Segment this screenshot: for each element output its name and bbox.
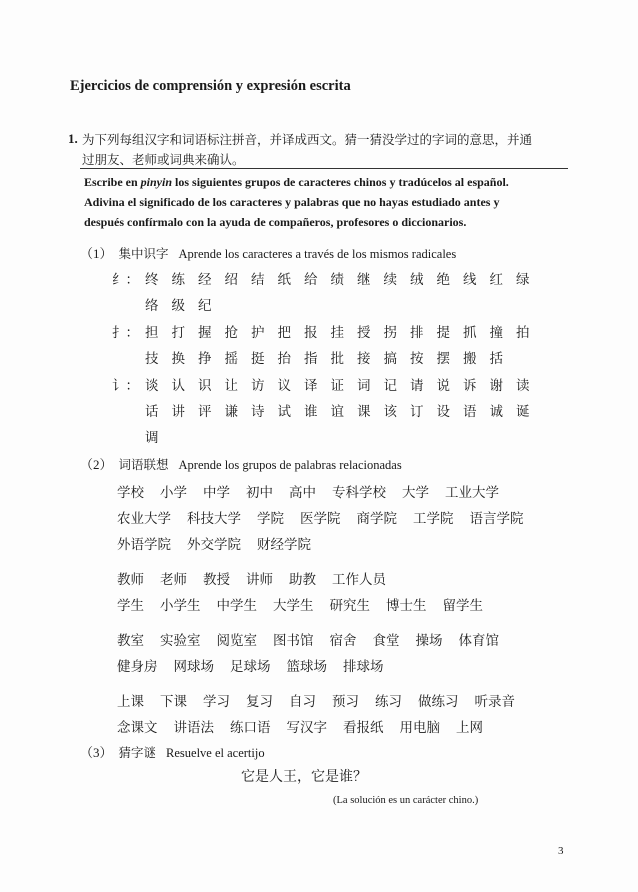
character-row [145,374,543,394]
word-line [117,655,400,675]
vocabulary-word: 阅览室 [216,633,257,649]
character: 评 [198,404,212,420]
character: 抬 [277,351,291,367]
vocabulary-word: 教授 [203,572,230,588]
character: 讲 [171,404,185,420]
riddle-note: (La solución es un carácter chino.) [333,795,479,806]
vocabulary-word: 学院 [257,511,284,527]
character: 结 [251,272,265,288]
vocabulary-word: 小学 [160,485,187,501]
character: 换 [171,351,185,367]
vocabulary-word: 工作人员 [332,572,386,588]
character: 搬 [463,351,477,367]
vocabulary-word: 食堂 [372,633,400,649]
vocabulary-word: 排球场 [343,659,384,675]
character: 请 [410,378,424,394]
word-line [117,507,540,527]
character: 认 [171,378,185,394]
riddle-text: 它是人王，它是谁？ [241,769,367,785]
vocabulary-word: 练习 [375,694,402,710]
character: 续 [383,272,397,288]
character: 把 [277,325,291,341]
vocabulary-word: 学生 [117,598,144,614]
exercise-instruction-cn-line1: 为下列每组汉字和词语标注拼音，并译成西文。猜一猜没学过的字词的意思，并通 [82,132,533,147]
vocabulary-word: 上网 [456,720,483,736]
vocabulary-word: 宿舍 [329,633,357,649]
character: 词 [357,378,371,394]
vocabulary-word: 博士生 [386,598,427,614]
character: 识 [198,378,212,394]
character: 撞 [489,325,503,341]
vocabulary-word: 中学生 [216,598,257,614]
character: 挣 [198,351,212,367]
section3-heading: （3） 猜字谜 Resuelve el acertijo [80,745,265,760]
vocabulary-word: 商学院 [356,511,397,527]
vocabulary-word: 讲师 [246,572,273,588]
vocabulary-word: 念课文 [117,720,158,736]
vocabulary-word: 留学生 [442,598,483,614]
character: 拍 [516,325,530,341]
vocabulary-word: 足球场 [230,659,271,675]
character: 译 [304,378,318,394]
character: 经 [198,272,212,288]
vocabulary-word: 小学生 [160,598,201,614]
character: 级 [171,298,185,314]
character-row [145,321,543,341]
vocabulary-word: 做练习 [418,694,459,710]
character: 语 [463,404,477,420]
character: 抓 [463,325,477,341]
character: 授 [357,325,371,341]
character: 给 [304,272,318,288]
vocabulary-word: 大学 [402,485,429,501]
character-row [145,268,543,288]
character: 让 [224,378,238,394]
character: 访 [251,378,265,394]
vocabulary-word: 复习 [246,694,273,710]
character: 抢 [224,325,238,341]
exercise-instruction-es-line3: después confírmalo con la ayuda de compañeros, profesores o diccionarios. [84,215,467,229]
vocabulary-word: 学习 [203,694,230,710]
character-row [145,294,225,314]
character: 记 [383,378,397,394]
character: 纸 [277,272,291,288]
vocabulary-word: 教师 [117,572,144,588]
character: 订 [410,404,424,420]
vocabulary-word: 工学院 [413,511,454,527]
vocabulary-word: 中学 [203,485,230,501]
word-line [117,481,515,501]
exercise-instruction-es-line1: Escribe en pinyin los siguientes grupos de caracteres chinos y tradúcelos al español. [84,175,509,189]
vocabulary-word: 大学生 [273,598,314,614]
character: 练 [171,272,185,288]
vocabulary-word: 图书馆 [273,633,314,649]
word-line [117,690,531,710]
vocabulary-word: 专科学校 [332,485,386,501]
exercise-instruction-cn-line2: 过朋友、老师或词典来确认。 [82,152,245,167]
exercise-number: 1. [68,131,78,146]
exercise-instruction-es-line2: Adivina el significado de los caracteres y palabras que no hayas estudiado antes y [84,195,500,209]
character: 挺 [251,351,265,367]
vocabulary-word: 初中 [246,485,273,501]
vocabulary-word: 体育馆 [458,633,499,649]
character: 绝 [436,272,450,288]
vocabulary-word: 下课 [160,694,187,710]
vocabulary-word: 讲语法 [173,720,214,736]
character: 终 [145,272,159,288]
vocabulary-word: 教室 [117,633,144,649]
character: 绒 [410,272,424,288]
character: 读 [516,378,530,394]
word-line [117,716,499,736]
vocabulary-word: 科技大学 [187,511,241,527]
page-number: 3 [558,845,564,857]
character: 报 [304,325,318,341]
character: 说 [436,378,450,394]
character: 担 [145,325,159,341]
vocabulary-word: 财经学院 [257,537,311,553]
character: 谈 [145,378,159,394]
character: 诞 [516,404,530,420]
character: 话 [145,404,159,420]
vocabulary-word: 研究生 [329,598,370,614]
character: 摇 [224,351,238,367]
vocabulary-word: 老师 [160,572,187,588]
page-title: Ejercicios de comprensión y expresión escrita [70,78,351,94]
vocabulary-word: 练口语 [230,720,271,736]
character: 证 [330,378,344,394]
vocabulary-word: 健身房 [117,659,158,675]
character: 拐 [383,325,397,341]
character: 设 [436,404,450,420]
character: 议 [277,378,291,394]
character: 摆 [436,351,450,367]
character-row [145,426,172,446]
character: 谢 [489,378,503,394]
character: 技 [145,351,159,367]
vocabulary-word: 操场 [415,633,443,649]
vocabulary-word: 实验室 [160,633,201,649]
character: 护 [251,325,265,341]
word-line [117,533,327,553]
character: 线 [463,272,477,288]
character: 谦 [224,404,238,420]
vocabulary-word: 听录音 [474,694,515,710]
word-line [117,594,499,614]
character: 绩 [330,272,344,288]
character-row [145,347,516,367]
character: 谊 [330,404,344,420]
divider-rule [80,168,568,169]
radical-label-shou: 扌： [112,325,139,341]
character: 绍 [224,272,238,288]
character: 握 [198,325,212,341]
character: 谁 [304,404,318,420]
character: 括 [489,351,503,367]
vocabulary-word: 外语学院 [117,537,171,553]
character: 绿 [516,272,530,288]
vocabulary-word: 高中 [289,485,316,501]
vocabulary-word: 看报纸 [343,720,384,736]
character-row [145,400,543,420]
vocabulary-word: 篮球场 [286,659,327,675]
character: 挂 [330,325,344,341]
character: 指 [304,351,318,367]
character: 试 [277,404,291,420]
vocabulary-word: 上课 [117,694,144,710]
vocabulary-word: 农业大学 [117,511,171,527]
vocabulary-word: 语言学院 [469,511,524,527]
vocabulary-word: 预习 [332,694,359,710]
character: 调 [145,430,159,446]
radical-label-yan: 讠： [112,378,139,394]
character: 搞 [383,351,397,367]
character: 诉 [463,378,477,394]
section2-heading: （2） 词语联想 Aprende los grupos de palabras relacionadas [80,457,402,472]
character: 诗 [251,404,265,420]
character: 排 [410,325,424,341]
character: 提 [436,325,450,341]
vocabulary-word: 外交学院 [187,537,241,553]
vocabulary-word: 工业大学 [445,485,499,501]
vocabulary-word: 助教 [289,572,316,588]
character: 络 [145,298,159,314]
vocabulary-word: 写汉字 [286,720,327,736]
word-line [117,568,402,588]
character: 课 [357,404,371,420]
vocabulary-word: 自习 [289,694,316,710]
character: 接 [357,351,371,367]
vocabulary-word: 学校 [117,485,144,501]
character: 红 [489,272,503,288]
vocabulary-word: 网球场 [173,659,214,675]
character: 打 [171,325,185,341]
character: 按 [410,351,424,367]
character: 该 [383,404,397,420]
section1-heading: （1） 集中识字 Aprende los caracteres a través de los mismos radicales [80,246,457,261]
character: 批 [330,351,344,367]
character: 继 [357,272,371,288]
vocabulary-word: 医学院 [300,511,341,527]
character: 诚 [489,404,503,420]
character: 纪 [198,298,212,314]
radical-label-si: 纟： [112,272,139,288]
vocabulary-word: 用电脑 [399,720,440,736]
word-line [117,629,515,649]
